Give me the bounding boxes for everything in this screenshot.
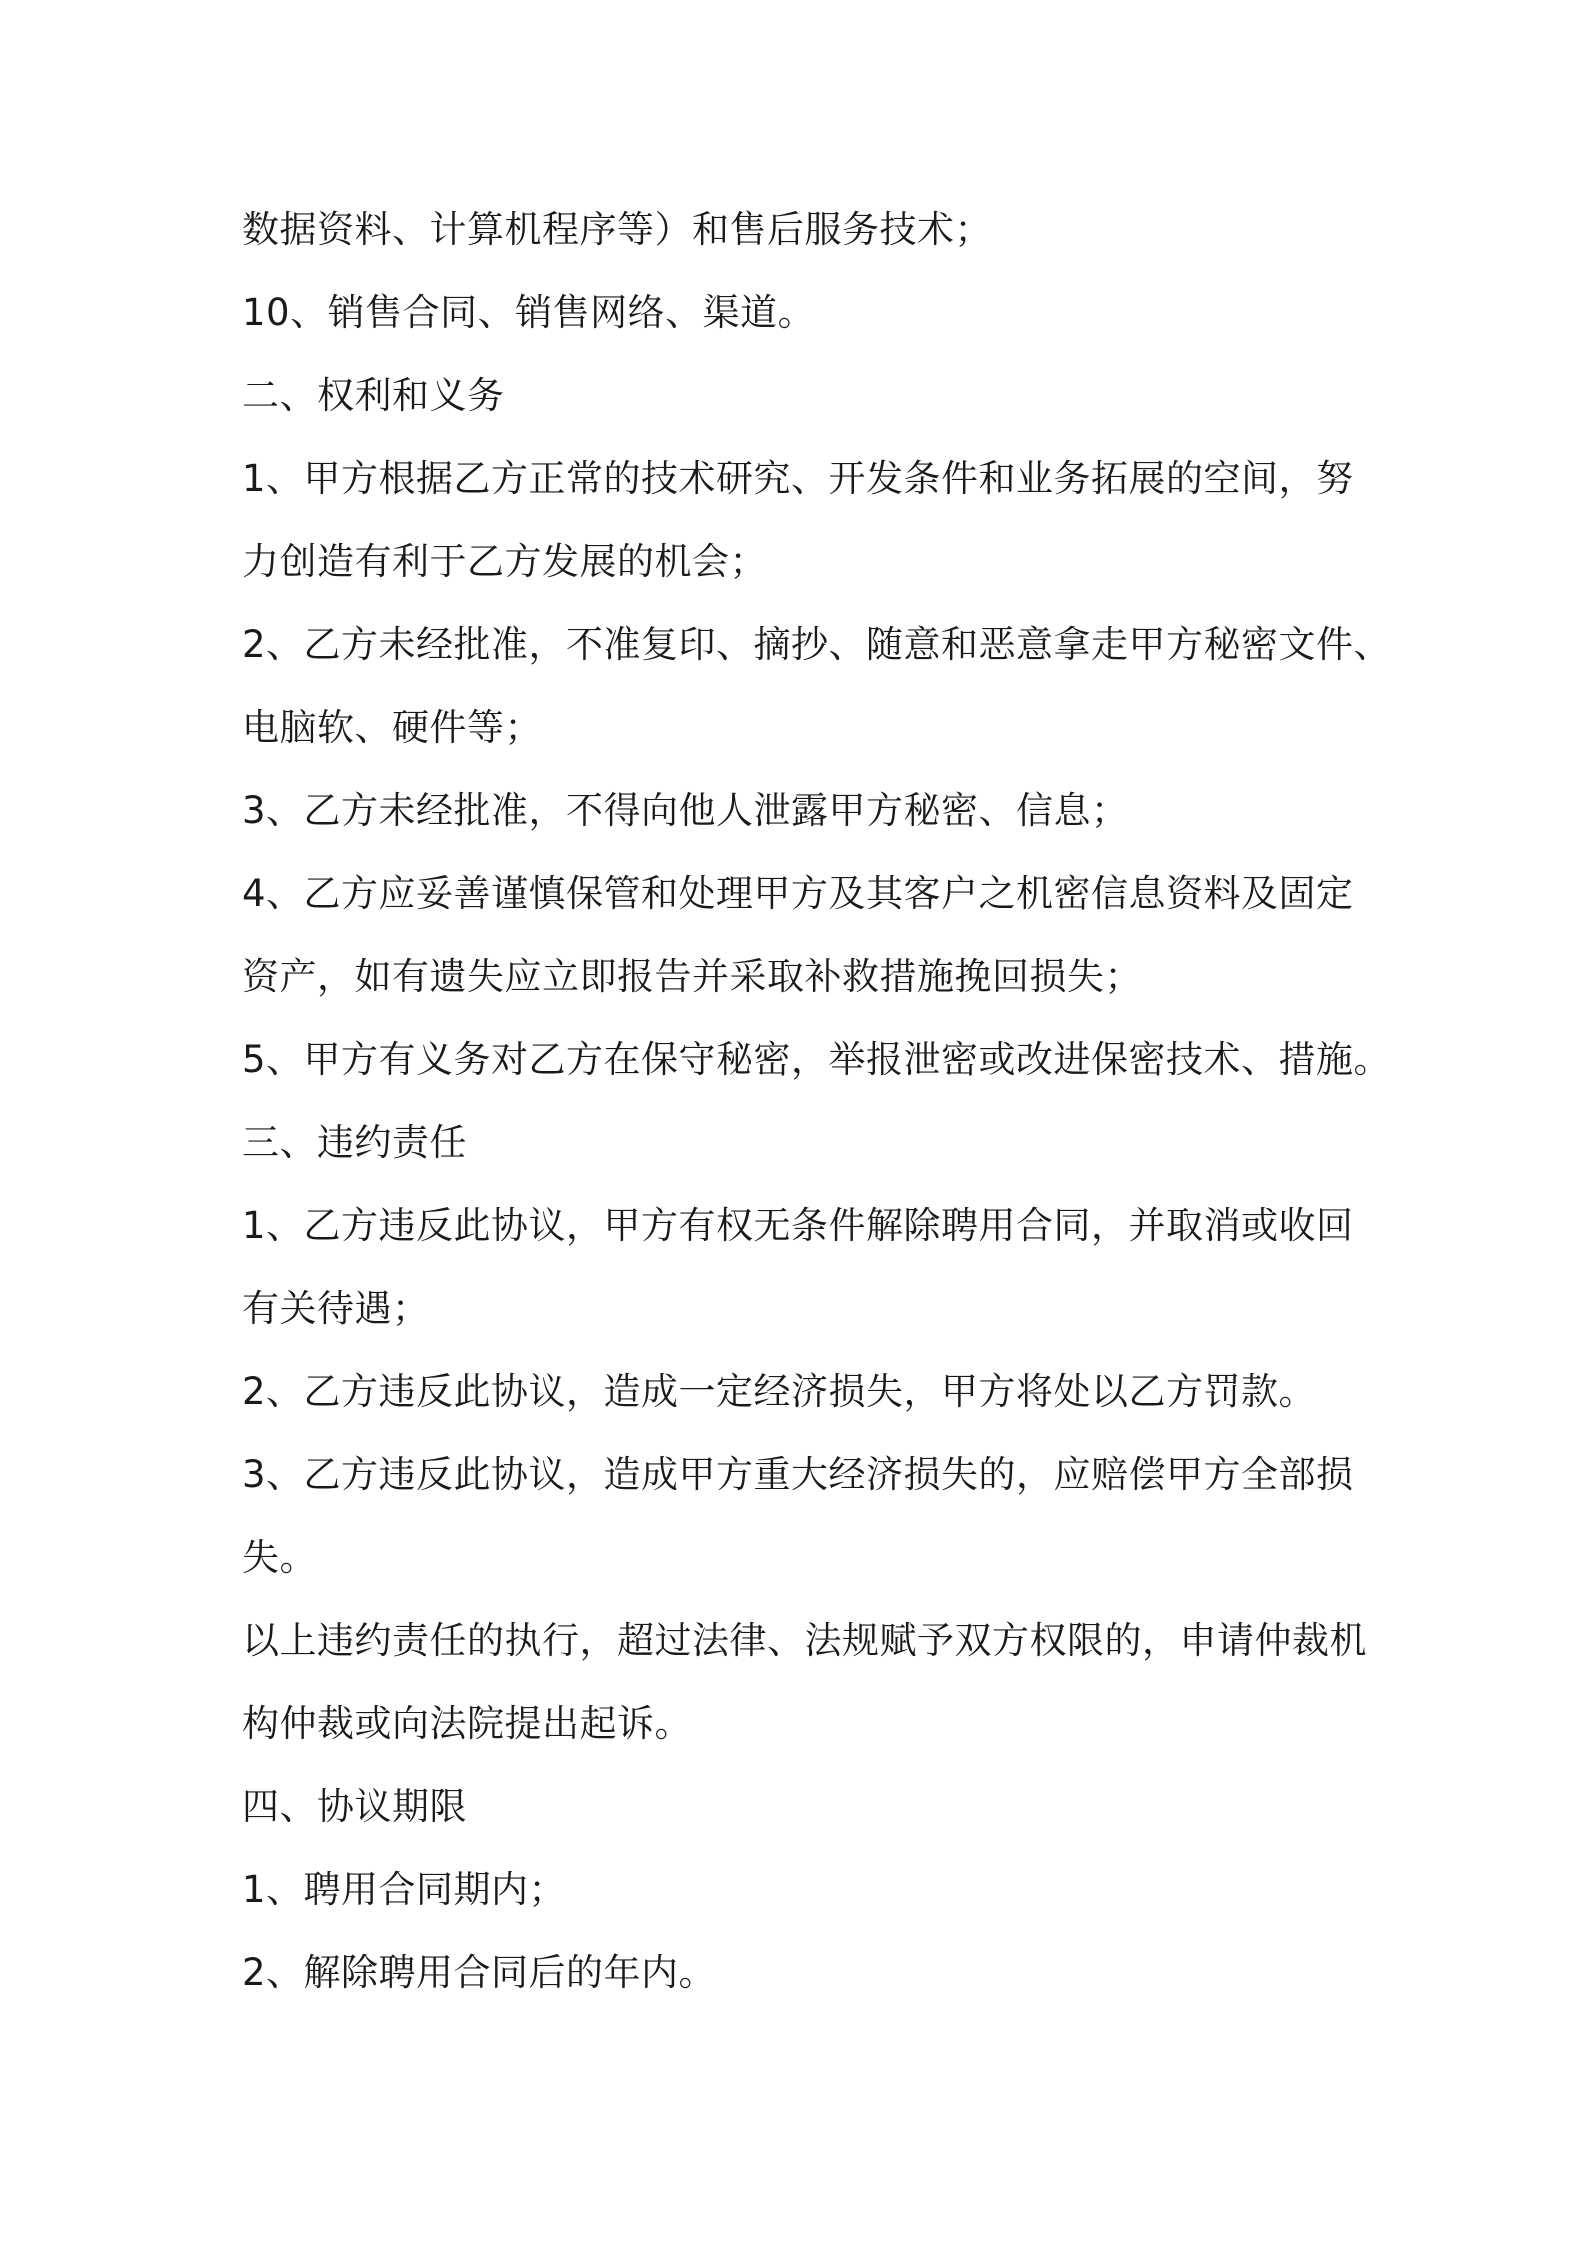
text-line: 资产，如有遗失应立即报告并采取补救措施挽回损失； [242,955,1142,998]
text-line: 2、乙方未经批准，不准复印、摘抄、随意和恶意拿走甲方秘密文件、 [242,623,1392,666]
text-line: 3、乙方违反此协议，造成甲方重大经济损失的，应赔偿甲方全部损 [242,1453,1354,1496]
text-line: 4、乙方应妥善谨慎保管和处理甲方及其客户之机密信息资料及固定 [242,872,1354,915]
text-line: 5、甲方有义务对乙方在保守秘密，举报泄密或改进保密技术、措施。 [242,1038,1392,1081]
text-line: 1、聘用合同期内； [242,1868,567,1911]
text-line: 构仲裁或向法院提出起诉。 [242,1702,692,1745]
text-line: 1、甲方根据乙方正常的技术研究、开发条件和业务拓展的空间，努 [242,457,1354,500]
section-heading: 二、权利和义务 [242,374,505,417]
text-line: 2、解除聘用合同后的年内。 [242,1951,717,1994]
section-heading: 四、协议期限 [242,1785,467,1828]
text-line: 以上违约责任的执行，超过法律、法规赋予双方权限的，申请仲裁机 [242,1619,1367,1662]
section-heading: 三、违约责任 [242,1121,467,1164]
text-line: 电脑软、硬件等； [242,706,542,749]
text-line: 失。 [242,1536,317,1579]
text-line: 1、乙方违反此协议，甲方有权无条件解除聘用合同，并取消或收回 [242,1204,1354,1247]
text-line: 有关待遇； [242,1287,430,1330]
text-line: 3、乙方未经批准，不得向他人泄露甲方秘密、信息； [242,789,1129,832]
text-line: 力创造有利于乙方发展的机会； [242,540,767,583]
text-line: 数据资料、计算机程序等）和售后服务技术； [242,208,992,251]
text-line: 10、销售合同、销售网络、渠道。 [242,291,816,334]
text-line: 2、乙方违反此协议，造成一定经济损失，甲方将处以乙方罚款。 [242,1370,1317,1413]
